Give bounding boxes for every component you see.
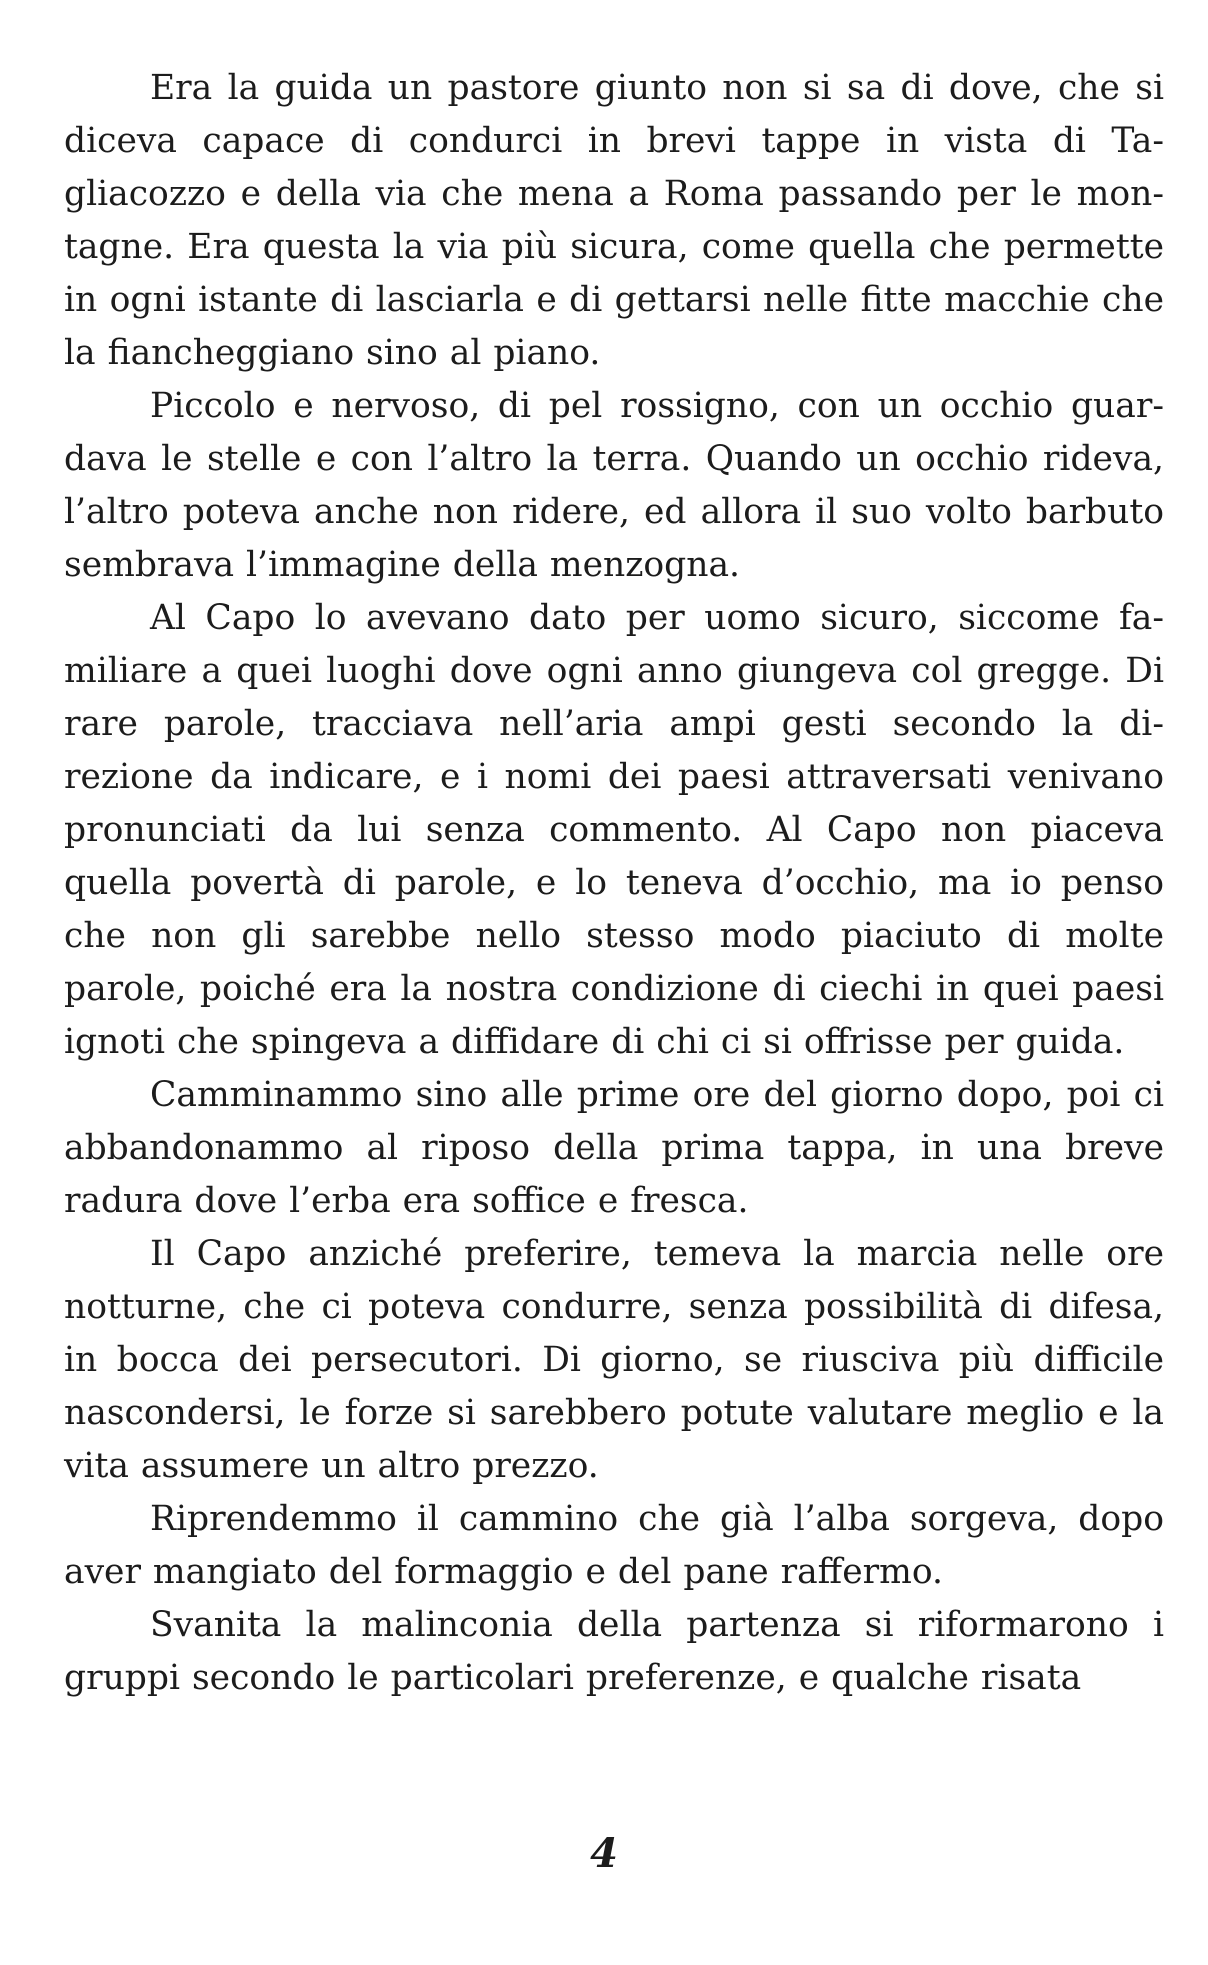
paragraph-7: Svanita la malinconia della partenza si riformarono i gruppi secondo le particolari preferenze, e qualche risata <box>64 1605 1164 1698</box>
page-number: 4 <box>590 1830 618 1877</box>
paragraph-4: Camminammo sino alle prime ore del giorno dopo, poi ci abbandonammo al riposo della prima tappa, in una breve radura dove l’erba era soffice e fresca. <box>64 1075 1164 1221</box>
paragraph-6: Riprendemmo il cammino che già l’alba sorgeva, dopo aver mangiato del formaggio e del pane raffermo. <box>64 1499 1164 1592</box>
paragraph-1: Era la guida un pastore giunto non si sa di dove, che si diceva capace di condurci in brevi tappe in vista di Tagliacozzo e della via che mena a Roma passando per le montagne. Era questa la via più sicura, come quella che permette in ogni istante di lasciarla e di gettarsi nelle fitte macchie che la fiancheggiano sino al piano. <box>64 68 1164 373</box>
paragraph-3: Al Capo lo avevano dato per uomo sicuro, siccome familiare a quei luoghi dove ogni anno giungeva col gregge. Di rare parole, tracciava nell’aria ampi gesti secondo la direzione da indicare, e i nomi dei paesi attraversati venivano pronunciati da lui senza commento. Al Capo non piaceva quella povertà di parole, e lo teneva d’occhio, ma io penso che non gli sarebbe nello stesso modo piaciuto di molte parole, poiché era la nostra condizione di ciechi in quei paesi ignoti che spingeva a diffidare di chi ci si offrisse per guida. <box>64 598 1164 1062</box>
page-body <box>64 62 1164 1705</box>
paragraph-5: Il Capo anziché preferire, temeva la marcia nelle ore notturne, che ci poteva condurre, senza possibilità di difesa, in bocca dei persecutori. Di giorno, se riusciva più difficile nascondersi, le forze si sarebbero potute valutare meglio e la vita assumere un altro prezzo. <box>64 1234 1164 1486</box>
paragraph-2: Piccolo e nervoso, di pel rossigno, con un occhio guardava le stelle e con l’altro la terra. Quando un occhio rideva, l’altro poteva anche non ridere, ed allora il suo volto barbuto sembrava l’immagine della menzogna. <box>64 386 1164 585</box>
